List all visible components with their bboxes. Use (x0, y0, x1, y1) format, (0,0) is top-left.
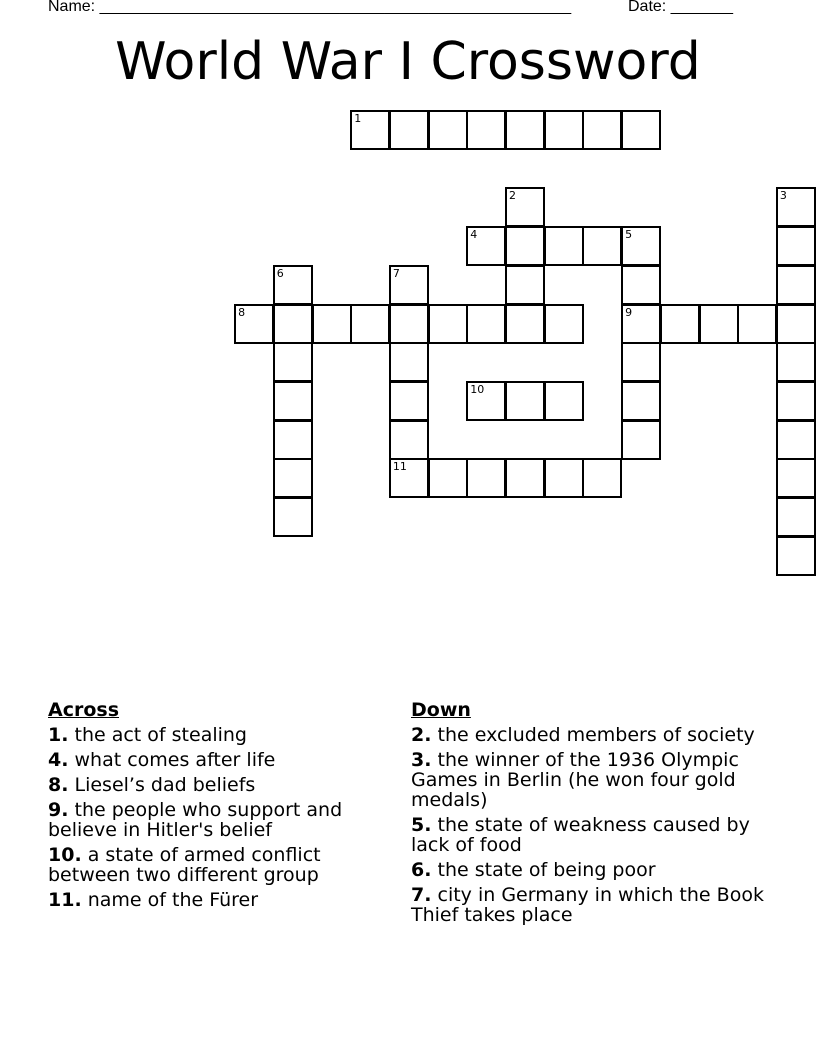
clue-item (411, 750, 771, 810)
clue-item-text: the state of being poor (437, 859, 656, 881)
grid-cell[interactable] (621, 226, 661, 266)
grid-cell[interactable] (273, 381, 313, 421)
clue-item-number: 5. (411, 814, 432, 836)
grid-cell[interactable] (544, 304, 584, 344)
grid-cell[interactable] (737, 304, 777, 344)
clue-item-number: 6. (411, 859, 432, 881)
clue-number: 1 (354, 112, 362, 125)
grid-cell[interactable] (621, 265, 661, 305)
clue-item-number: 3. (411, 749, 432, 771)
across-clue-list (48, 725, 388, 910)
clue-item (411, 860, 771, 880)
clue-item-text: what comes after life (74, 749, 276, 771)
grid-cell[interactable] (273, 458, 313, 498)
clue-number: 3 (779, 189, 787, 203)
clue-number: 10 (470, 382, 485, 396)
grid-cell[interactable] (660, 304, 700, 344)
grid-cell[interactable] (544, 110, 584, 150)
clue-item (411, 725, 771, 745)
down-clue-list (411, 725, 771, 925)
grid-cell[interactable] (776, 458, 816, 498)
grid-cell[interactable] (582, 458, 622, 498)
grid-cell[interactable] (621, 420, 661, 460)
grid-cell[interactable] (428, 458, 468, 498)
grid-cell[interactable] (389, 381, 429, 421)
grid-cell[interactable] (273, 265, 313, 305)
clue-item-number: 11. (48, 889, 82, 911)
grid-cell[interactable] (776, 342, 816, 382)
grid-cell[interactable] (466, 304, 506, 344)
clue-item-number: 8. (48, 774, 69, 796)
name-field-label: Name: _____________________________________________________ (48, 0, 572, 15)
clue-item-text: a state of armed conflict between two different group (48, 844, 321, 886)
grid-cell[interactable] (699, 304, 739, 344)
clue-item (48, 845, 388, 885)
clue-item-number: 4. (48, 749, 69, 771)
grid-cell[interactable] (505, 458, 545, 498)
grid-cell[interactable] (350, 304, 390, 344)
grid-cell[interactable] (389, 342, 429, 382)
grid-cell[interactable] (273, 420, 313, 460)
page-title: World War I Crossword (115, 32, 701, 92)
grid-cell[interactable] (505, 187, 545, 227)
grid-cell[interactable] (776, 536, 816, 576)
grid-cell[interactable] (544, 226, 584, 266)
grid-cell[interactable] (776, 381, 816, 421)
clue-item-number: 9. (48, 799, 69, 821)
grid-cell[interactable] (273, 304, 313, 344)
clue-item (48, 800, 388, 840)
across-heading: Across (48, 699, 120, 721)
clue-number: 5 (625, 228, 633, 242)
clue-number: 8 (238, 305, 246, 319)
date-field-label: Date: _______ (628, 0, 733, 15)
grid-cell[interactable] (621, 110, 661, 150)
clue-item-text: the excluded members of society (437, 724, 755, 746)
grid-cell[interactable] (776, 187, 816, 227)
clue-item (48, 890, 388, 910)
clue-number: 2 (509, 189, 516, 203)
clue-item (48, 750, 388, 770)
grid-cell[interactable] (389, 265, 429, 305)
grid-cell[interactable] (621, 304, 661, 344)
clue-item-text: the people who support and believe in Hitler's belief (48, 799, 343, 841)
clue-item-text: the state of weakness caused by lack of food (411, 814, 750, 856)
clue-item-text: the act of stealing (74, 724, 247, 746)
grid-cell[interactable] (505, 226, 545, 266)
clue-item (411, 815, 771, 855)
grid-cell[interactable] (234, 304, 274, 344)
grid-cell[interactable] (466, 381, 506, 421)
down-clues (411, 700, 771, 930)
grid-cell[interactable] (505, 110, 545, 150)
grid-cell[interactable] (466, 458, 506, 498)
clue-item-number: 7. (411, 884, 432, 906)
clue-item-number: 2. (411, 724, 432, 746)
grid-cell[interactable] (544, 381, 584, 421)
clue-item-number: 1. (48, 724, 69, 746)
clue-number: 11 (392, 460, 407, 474)
grid-cell[interactable] (428, 304, 468, 344)
clue-number: 4 (470, 228, 478, 242)
grid-cell[interactable] (621, 381, 661, 421)
grid-cell[interactable] (544, 458, 584, 498)
grid-cell[interactable] (273, 342, 313, 382)
grid-cell[interactable] (312, 304, 352, 344)
grid-cell[interactable] (350, 110, 390, 150)
clue-item-text: Liesel’s dad beliefs (74, 774, 256, 796)
clue-item-number: 10. (48, 844, 82, 866)
clue-number: 6 (276, 266, 284, 280)
grid-cell[interactable] (505, 304, 545, 344)
clue-number: 7 (392, 266, 400, 280)
grid-cell[interactable] (428, 110, 468, 150)
down-heading: Down (411, 699, 471, 721)
clue-item (48, 725, 388, 745)
grid-cell[interactable] (466, 110, 506, 150)
clue-item-text: name of the Fürer (87, 889, 259, 911)
clue-item-text: the winner of the 1936 Olympic Games in Berlin (he won four gold medals) (411, 749, 739, 811)
grid-cell[interactable] (505, 381, 545, 421)
grid-cell[interactable] (582, 110, 622, 150)
clue-item (48, 775, 388, 795)
grid-cell[interactable] (389, 110, 429, 150)
grid-cell[interactable] (776, 265, 816, 305)
grid-cell[interactable] (389, 458, 429, 498)
grid-cell[interactable] (273, 497, 313, 537)
clue-number: 9 (625, 305, 633, 319)
grid-cell[interactable] (776, 420, 816, 460)
across-clues (48, 700, 388, 915)
grid-cell[interactable] (776, 497, 816, 537)
grid-cell[interactable] (389, 420, 429, 460)
grid-cell[interactable] (621, 342, 661, 382)
clue-item (411, 885, 771, 925)
clue-item-text: city in Germany in which the Book Thief takes place (411, 884, 764, 926)
grid-cell[interactable] (776, 226, 816, 266)
grid-cell[interactable] (776, 304, 816, 344)
grid-cell[interactable] (582, 226, 622, 266)
grid-cell[interactable] (389, 304, 429, 344)
grid-cell[interactable] (505, 265, 545, 305)
grid-cell[interactable] (466, 226, 506, 266)
